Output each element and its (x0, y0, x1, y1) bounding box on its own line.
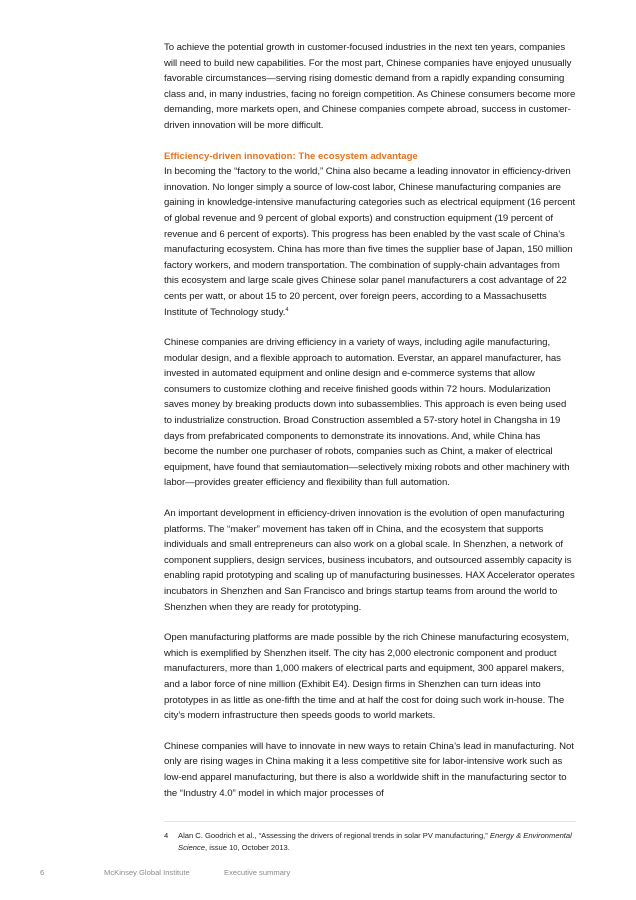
paragraph-industry-4: Chinese companies will have to innovate in new ways to retain China’s lead in manufacturing. Not only are rising wages in China making it a less competitive site for labor-intensive work such as low-end apparel manufacturing, but there is also a worldwide shift in the manufacturing sector to the “Industry 4.0” model in which major processes of (164, 740, 574, 799)
footnote-issue: , issue 10, October 2013. (205, 842, 290, 852)
body-content (164, 40, 576, 816)
page-number: 6 (40, 868, 45, 877)
footnote-reference[interactable]: 4 (285, 306, 289, 313)
footnote-journal: Energy & Environmental Science (178, 831, 572, 852)
footnote-number: 4 (164, 831, 169, 840)
paragraph-open-platforms: An important development in efficiency-driven innovation is the evolution of open manufacturing platforms. The “maker” movement has taken off in China, and the ecosystem that supports individuals and small entrepreneurs can also work on a global scale. In Shenzhen, a network of component suppliers, design services, business incubators, and outsourced assembly capacity is enabling rapid prototyping and scaling up of manufacturing businesses. HAX Accelerator operates incubators in Shenzhen and San Francisco and brings startup teams from around the world to Shenzhen when they are ready for prototyping. (164, 508, 575, 613)
footnote-divider (164, 821, 576, 822)
footnote-citation: Alan C. Goodrich et al., “Assessing the drivers of regional trends in solar PV manufacturing,” (178, 831, 490, 840)
paragraph-capabilities: To achieve the potential growth in customer-focused industries in the next ten years, companies will need to build new capabilities. For the most part, Chinese companies have enjoyed unusually favorable circumstances—serving rising domestic demand from a rapidly expanding consuming class and, in many industries, facing no foreign competition. As Chinese consumers become more demanding, more markets open, and Chinese companies compete abroad, success in customer-driven innovation will be more difficult. (164, 42, 576, 131)
footnote (164, 830, 576, 853)
paragraph-factory-to-world-text: In becoming the “factory to the world,” China also became a leading innovator in efficiency-driven innovation. No longer simply a source of low-cost labor, Chinese manufacturing companies are gaining in knowledge-intensive manufacturing categories such as electrical equipment (16 percent of global revenue and 9 percent of global exports) and construction equipment (19 percent of revenue and 6 percent of exports). This progress has been enabled by the vast scale of China’s manufacturing ecosystem. China has more than five times the supplier base of Japan, 150 million factory workers, and modern transportation. The combination of supply-chain advantages from this ecosystem and large scale gives Chinese solar panel manufacturers a cost advantage of 22 cents per watt, or about 15 to 20 percent, over foreign peers, according to a Massachusetts Institute of Technology study. (164, 166, 576, 318)
paragraph-factory-to-world (164, 164, 576, 320)
paragraph-driving-efficiency: Chinese companies are driving efficiency in a variety of ways, including agile manufacturing, modular design, and a flexible approach to automation. Everstar, an apparel manufacturer, has invested in automated equipment and online design and e-commerce systems that allow consumers to customize clothing and receive finished goods within 72 hours. Modularization saves money by breaking products down into subassemblies. This approach is even being used to industrialize construction. Broad Construction assembled a 57-story hotel in Changsha in 19 days from prefabricated components to demonstrate its innovations. And, while China has become the number one purchaser of robots, companies such as Chint, a maker of electrical equipment, have found that semiautomation—selectively mixing robots and other machinery with labor—provides greater efficiency and flexibility than full automation. (164, 337, 570, 489)
footer-organization: McKinsey Global Institute (104, 868, 190, 877)
footer-section: Executive summary (224, 868, 291, 877)
section-heading: Efficiency-driven innovation: The ecosystem advantage (164, 150, 418, 162)
footnote-text (178, 830, 576, 853)
paragraph-shenzhen-ecosystem: Open manufacturing platforms are made possible by the rich Chinese manufacturing ecosystem, which is exemplified by Shenzhen itself. The city has 2,000 electronic component and product manufacturers, more than 1,000 makers of electrical parts and equipment, 300 apparel makers, and a labor force of nine million (Exhibit E4). Design firms in Shenzhen can turn ideas into prototypes in as little as one-fifth the time and at half the cost for doing such work in-house. The city’s modern infrastructure then speeds goods to world markets. (164, 632, 569, 722)
